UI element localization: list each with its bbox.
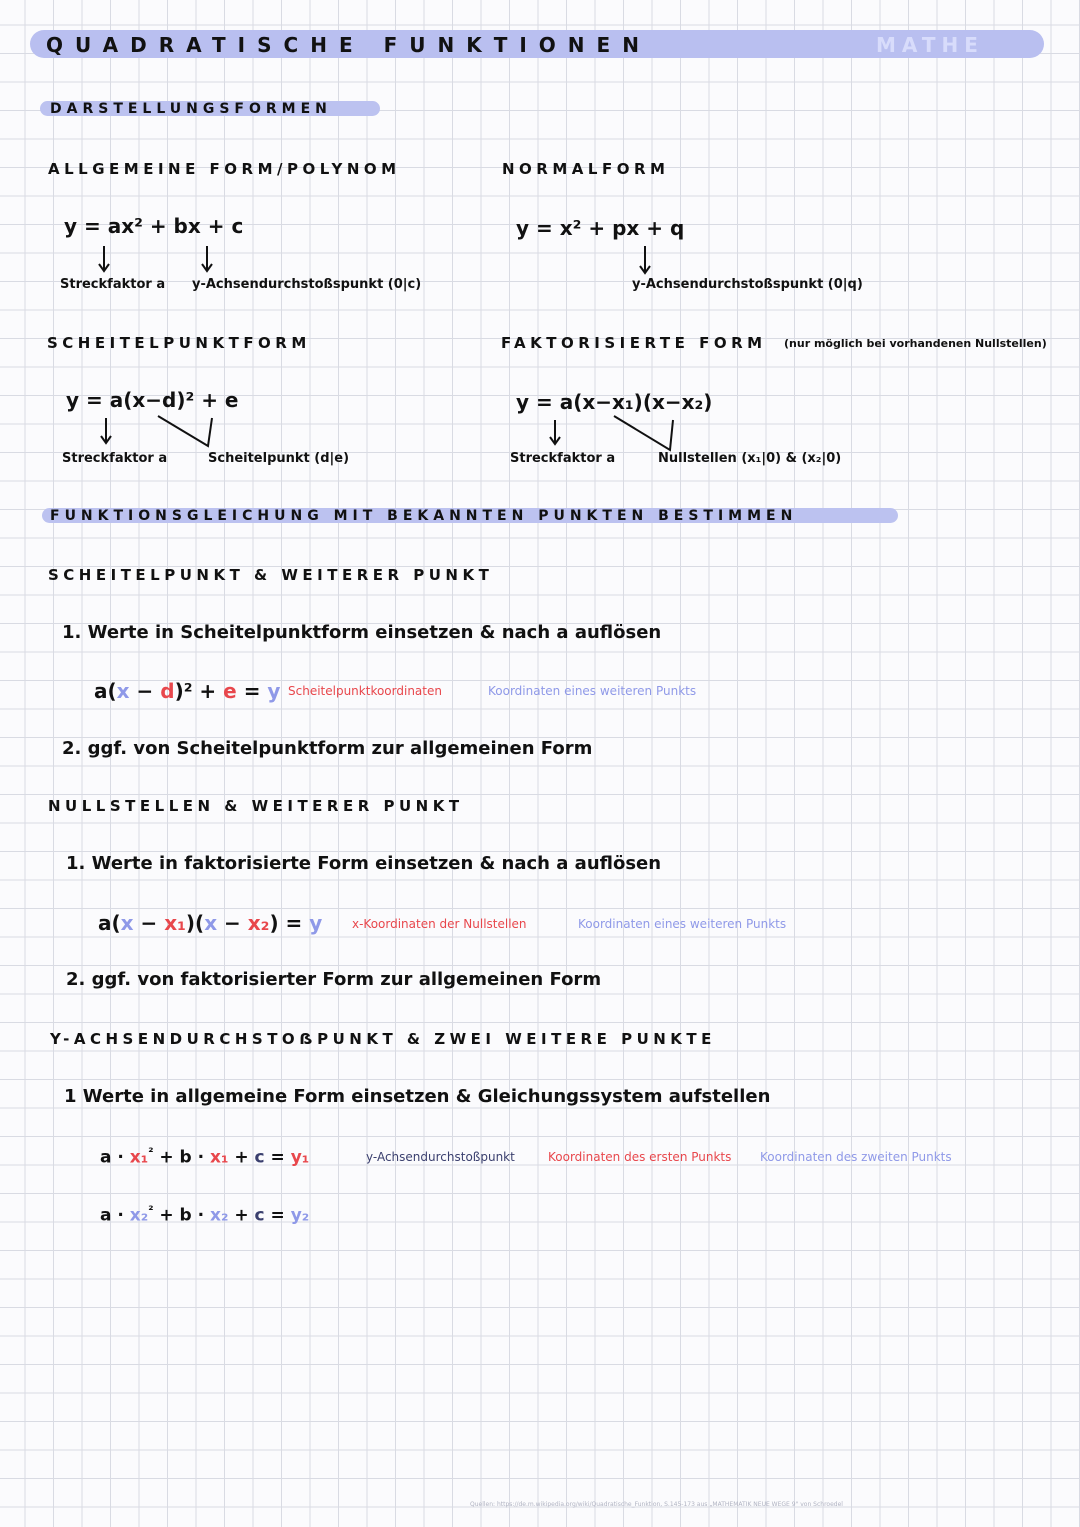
subheading-allgemeine: ALLGEMEINE FORM/POLYNOM (48, 160, 401, 178)
subject-label: MATHE (876, 33, 984, 57)
label-y-achsendurchstoss-q: y-Achsendurchstoßspunkt (0|q) (632, 277, 863, 292)
formula-scheitelpunktform: y = a(x−d)² + e (66, 388, 239, 412)
legend-weiterer-punkt: Koordinaten eines weiteren Punkts (488, 684, 697, 698)
formula-allgemeine: y = ax² + bx + c (64, 214, 244, 238)
step-1-nullstellen: 1. Werte in faktorisierte Form einsetzen & nach a auflösen (66, 853, 662, 874)
subheading-scheitelpunkt-punkt: SCHEITELPUNKT & WEITERER PUNKT (48, 566, 494, 584)
step-1-scheitel: 1. Werte in Scheitelpunktform einsetzen & nach a auflösen (62, 622, 662, 643)
formula-faktorisierte-form: y = a(x−x₁)(x−x₂) (516, 390, 713, 414)
section-heading-2: FUNKTIONSGLEICHUNG MIT BEKANNTEN PUNKTEN BESTIMMEN (50, 508, 798, 524)
formula-nullstellen-einsetzen: a(x − x₁)(x − x₂) = y (98, 911, 323, 935)
source-note: Quellen: https://de.m.wikipedia.org/wiki/Quadratische_Funktion, S.145-173 aus „MATHEMATIK NEUE WEGE 9" von Schroedel (470, 1501, 843, 1508)
label-streckfaktor-s: Streckfaktor a (62, 451, 168, 466)
formula-normalform: y = x² + px + q (516, 216, 685, 240)
equation-2: a · x₂$^{^2}$ + b · x₂ + c = y₂ (100, 1203, 310, 1226)
legend-scheitelpunktkoordinaten: Scheitelpunktkoordinaten (288, 684, 442, 698)
label-streckfaktor-f: Streckfaktor a (510, 451, 616, 466)
section-heading: DARSTELLUNGSFORMEN (50, 101, 332, 117)
subheading-scheitelpunktform: SCHEITELPUNKTFORM (47, 334, 311, 352)
subheading-faktorisierte-form: FAKTORISIERTE FORM (501, 334, 767, 352)
formula-scheitel-einsetzen: a(x − d)² + e = y (94, 679, 281, 703)
note-nullstellen: (nur möglich bei vorhandenen Nullstellen) (784, 337, 1047, 350)
legend-zweiter-punkt: Koordinaten des zweiten Punkts (760, 1150, 952, 1164)
step-1-gleichungssystem: 1 Werte in allgemeine Form einsetzen & Gleichungssystem aufstellen (64, 1086, 771, 1107)
legend-erster-punkt: Koordinaten des ersten Punkts (548, 1150, 732, 1164)
legend-weiterer-punkt-2: Koordinaten eines weiteren Punkts (578, 917, 787, 931)
label-nullstellen: Nullstellen (x₁|0) & (x₂|0) (658, 451, 842, 466)
page-title: QUADRATISCHE FUNKTIONEN (46, 33, 651, 57)
step-2-scheitel: 2. ggf. von Scheitelpunktform zur allgemeinen Form (62, 738, 593, 759)
label-streckfaktor: Streckfaktor a (60, 277, 166, 292)
subheading-y-achse-zwei-punkte: Y-ACHSENDURCHSTOẞPUNKT & ZWEI WEITERE PUNKTE (50, 1030, 716, 1048)
step-2-nullstellen: 2. ggf. von faktorisierter Form zur allgemeinen Form (66, 969, 602, 990)
label-y-achsendurchstoss: y-Achsendurchstoßspunkt (0|c) (192, 277, 422, 292)
legend-y-achsendurchstosspunkt: y-Achsendurchstoßpunkt (366, 1150, 515, 1164)
equation-1: a · x₁$^{^2}$ + b · x₁ + c = y₁ (100, 1145, 310, 1168)
label-scheitelpunkt: Scheitelpunkt (d|e) (208, 451, 350, 466)
subheading-normalform: NORMALFORM (502, 160, 670, 178)
subheading-nullstellen-punkt: NULLSTELLEN & WEITERER PUNKT (48, 797, 464, 815)
legend-nullstellen-koordinaten: x-Koordinaten der Nullstellen (352, 917, 527, 931)
